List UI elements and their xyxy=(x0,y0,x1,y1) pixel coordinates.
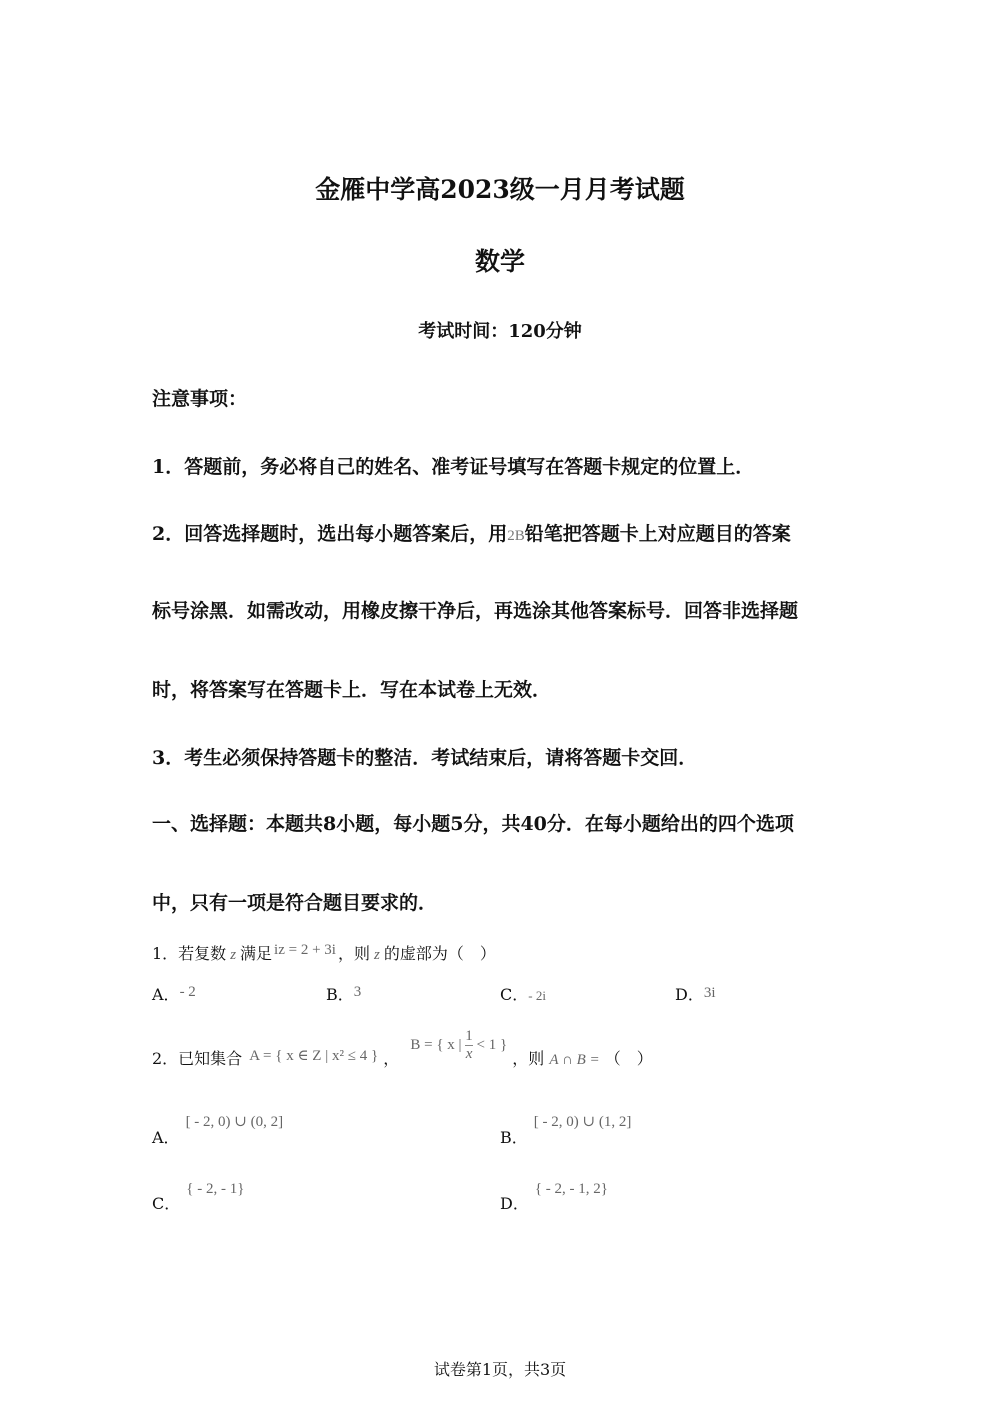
set-b-fraction xyxy=(465,1028,473,1063)
exam-time: 考试时间：120分钟 xyxy=(418,321,582,342)
notice-item-2-line-2: 标号涂黑．如需改动，用橡皮擦干净后，再选涂其他答案标号．回答非选择题 xyxy=(152,600,799,622)
option-letter: D． xyxy=(675,985,704,1004)
q2-text-b: ，则 xyxy=(512,1049,545,1068)
notice-item-2-text-a: 2．回答选择题时，选出每小题答案后，用 xyxy=(152,523,508,545)
q2-text-c: （ ） xyxy=(604,1049,653,1068)
option-letter: C． xyxy=(500,985,529,1004)
set-b-definition xyxy=(410,1028,507,1063)
q1-var-z-2: z xyxy=(373,947,380,963)
q1-text-d: 的虚部为（ ） xyxy=(383,944,496,963)
option-letter: C． xyxy=(152,1194,181,1213)
set-a-definition: A = { x ∈ Z | x² ≤ 4 } xyxy=(249,1048,379,1064)
q1-option-b[interactable] xyxy=(326,982,361,1005)
exam-title: 金雁中学高2023级一月月考试题 xyxy=(315,175,685,204)
q2-expression: A ∩ B = xyxy=(549,1052,600,1068)
option-letter: A． xyxy=(152,985,180,1004)
pencil-type: 2B xyxy=(507,528,525,544)
notice-item-2-line-1 xyxy=(152,519,791,546)
option-letter: B． xyxy=(500,1128,528,1147)
notice-item-2-line-3: 时，将答案写在答题卡上．写在本试卷上无效． xyxy=(152,679,552,701)
question-2-stem xyxy=(152,1028,653,1068)
q1-text-c: ，则 xyxy=(337,944,370,963)
q1-option-c[interactable] xyxy=(500,982,546,1005)
q1-text-b: 满足 xyxy=(240,944,273,963)
option-value: 3 xyxy=(353,984,362,1000)
notice-item-2-text-b: 铅笔把答题卡上对应题目的答案 xyxy=(524,523,791,545)
page-footer: 试卷第1页，共3页 xyxy=(433,1360,567,1379)
q2-option-c[interactable] xyxy=(152,1175,245,1213)
notice-item-1: 1．答题前，务必将自己的姓名、准考证号填写在答题卡规定的位置上． xyxy=(152,456,755,478)
option-letter: D． xyxy=(500,1194,529,1213)
option-value: - 2i xyxy=(528,988,546,1003)
option-value: [ - 2, 0) ∪ (1, 2] xyxy=(533,1114,632,1130)
option-value: 3i xyxy=(703,985,716,1001)
question-1-stem xyxy=(152,941,496,964)
q2-comma: ， xyxy=(383,1049,400,1068)
option-value: { - 2, - 1, 2} xyxy=(534,1181,608,1197)
notice-heading: 注意事项： xyxy=(152,388,248,410)
q2-text-a: 2．已知集合 xyxy=(152,1049,243,1068)
q1-var-z: z xyxy=(230,947,237,963)
set-b-prefix: B = { x | xyxy=(410,1036,462,1053)
q1-option-a[interactable] xyxy=(152,982,196,1005)
section-1-line-2: 中，只有一项是符合题目要求的． xyxy=(152,892,438,914)
section-1-line-1: 一、选择题：本题共8小题，每小题5分，共40分．在每小题给出的四个选项 xyxy=(152,813,794,835)
fraction-numerator: 1 xyxy=(465,1028,473,1044)
subject-title: 数学 xyxy=(474,247,525,276)
q1-text-a: 1．若复数 xyxy=(152,944,227,963)
q2-option-b[interactable] xyxy=(500,1108,632,1147)
option-value: [ - 2, 0) ∪ (0, 2] xyxy=(185,1114,284,1130)
q1-equation: iz = 2 + 3i xyxy=(274,942,336,958)
q2-option-a[interactable] xyxy=(152,1108,284,1147)
q2-option-d[interactable] xyxy=(500,1175,608,1213)
notice-item-3: 3．考生必须保持答题卡的整洁．考试结束后，请将答题卡交回． xyxy=(152,747,698,769)
q1-option-d[interactable] xyxy=(675,982,716,1005)
option-value: - 2 xyxy=(179,984,196,1000)
fraction-denominator: x xyxy=(465,1046,473,1062)
option-value: { - 2, - 1} xyxy=(186,1181,245,1197)
set-b-suffix: < 1 } xyxy=(476,1036,508,1053)
option-letter: A． xyxy=(152,1128,180,1147)
option-letter: B． xyxy=(326,985,354,1004)
